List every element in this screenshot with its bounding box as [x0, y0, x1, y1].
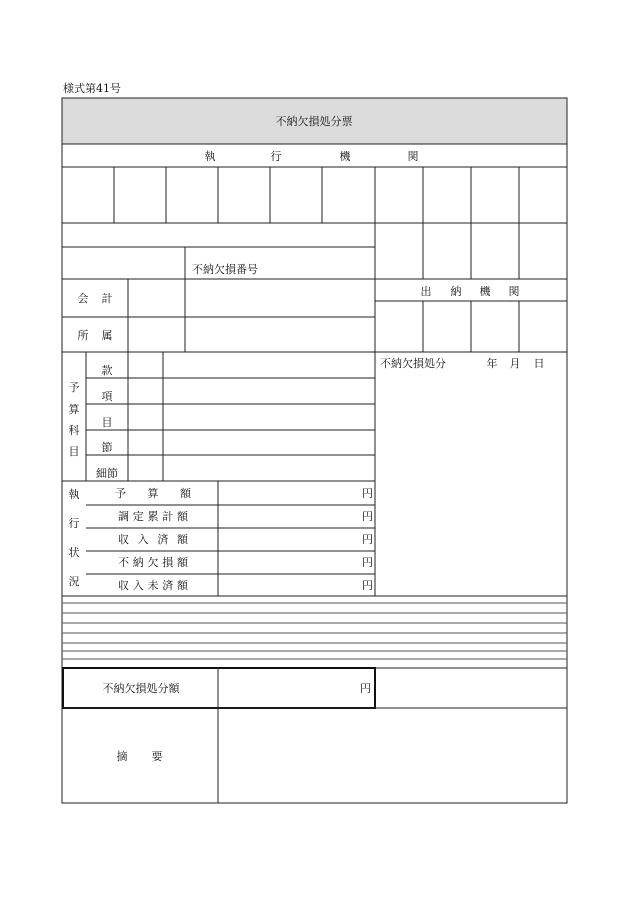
- budget-item-kan: 款: [101, 364, 113, 377]
- date-day-label: 日: [533, 357, 545, 370]
- status-label-deficit: 不納欠損額: [118, 556, 188, 569]
- summary-char-1: 摘: [116, 750, 128, 763]
- exec-agency-char-2: 行: [270, 150, 282, 163]
- date-month-label: 月: [509, 357, 521, 370]
- exec-status-char-1: 執: [68, 488, 80, 501]
- status-unit-budget: 円: [362, 487, 373, 500]
- accounting-char-1: 会: [77, 292, 89, 305]
- status-unit-received: 円: [362, 533, 373, 546]
- budget-subject-char-1: 予: [68, 381, 80, 394]
- budget-subject-char-4: 目: [68, 445, 80, 458]
- exec-agency-char-3: 機: [339, 150, 351, 163]
- budget-subject-char-3: 科: [68, 424, 80, 437]
- exec-status-char-4: 況: [68, 575, 80, 588]
- status-label-budget: 予 算 額: [115, 487, 191, 500]
- budget-item-kou: 項: [101, 390, 113, 403]
- disposition-amount-label: 不納欠損処分額: [102, 682, 180, 695]
- status-unit-assessed-total: 円: [362, 510, 373, 523]
- form-title: 不納欠損処分票: [275, 115, 353, 128]
- status-label-received: 収 入 済 額: [118, 533, 188, 546]
- status-unit-deficit: 円: [362, 556, 373, 569]
- affiliation-char-2: 属: [101, 329, 113, 342]
- deficit-number-label: 不納欠損番号: [192, 263, 258, 276]
- budget-item-moku: 目: [101, 416, 113, 429]
- cashier-agency-char-1: 出: [420, 285, 432, 298]
- status-label-unreceived: 収入未済額: [118, 579, 188, 592]
- cashier-agency-char-4: 関: [508, 285, 520, 298]
- form-number: 様式第41号: [63, 82, 121, 95]
- disposition-amount-unit: 円: [360, 682, 371, 695]
- budget-item-setsu: 節: [101, 441, 113, 454]
- exec-status-char-2: 行: [68, 517, 80, 530]
- summary-char-2: 要: [151, 750, 163, 763]
- budget-subject-char-2: 算: [68, 403, 80, 416]
- cashier-agency-char-3: 機: [479, 285, 491, 298]
- cashier-agency-char-2: 納: [450, 285, 462, 298]
- exec-agency-char-4: 関: [407, 150, 419, 163]
- disposition-date-label: 不納欠損処分: [380, 357, 446, 370]
- budget-item-saisetsu: 細節: [96, 467, 118, 480]
- exec-agency-char-1: 執: [204, 150, 216, 163]
- accounting-char-2: 計: [101, 292, 113, 305]
- outer-frame: [62, 98, 567, 803]
- affiliation-char-1: 所: [77, 329, 89, 342]
- status-label-assessed-total: 調定累計額: [118, 510, 188, 523]
- date-year-label: 年: [486, 357, 498, 370]
- exec-status-char-3: 状: [68, 546, 80, 559]
- status-unit-unreceived: 円: [362, 579, 373, 592]
